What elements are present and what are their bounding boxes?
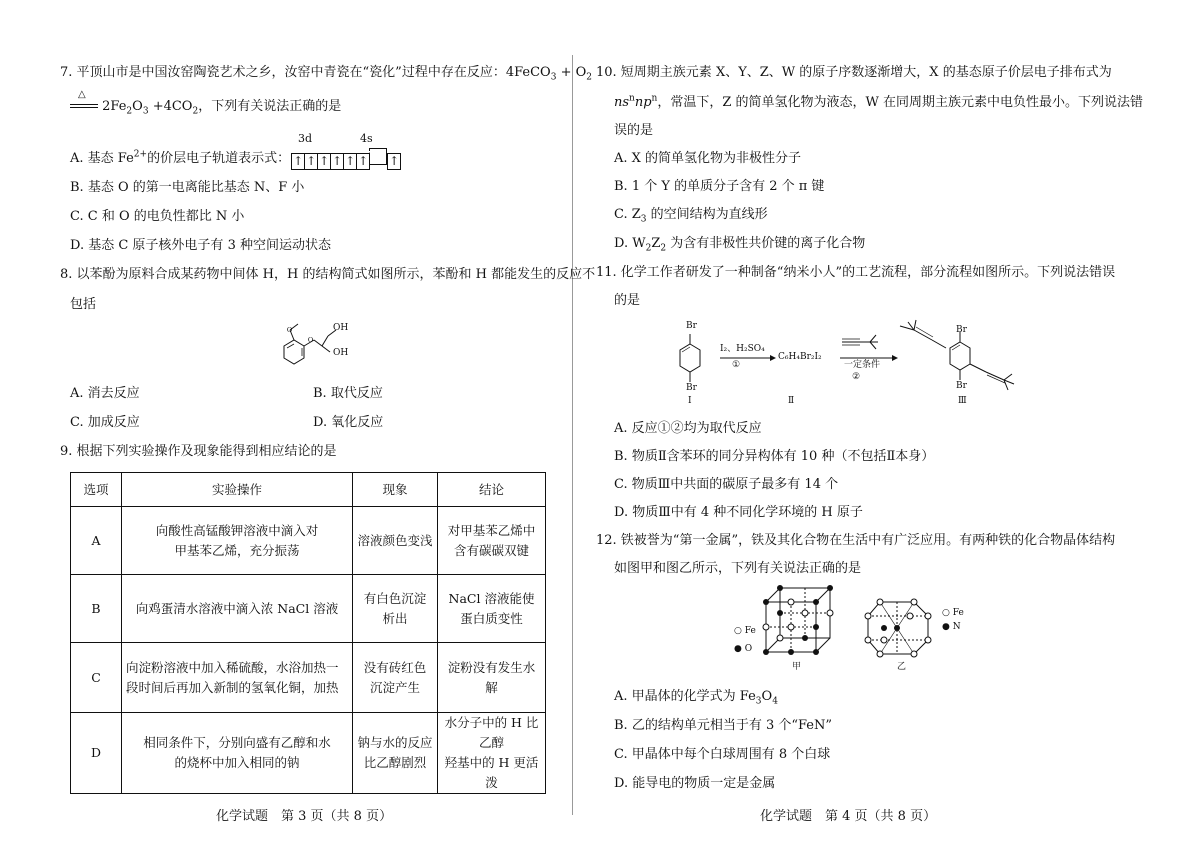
q12-option-a: A. 甲晶体的化学式为 $Fe_3O_4$ xyxy=(614,689,778,707)
q8-option-a: A. 消去反应 xyxy=(70,386,140,401)
orbital-box: ↑ xyxy=(358,154,369,168)
q9-line1: 9. 根据下列实验操作及现象能得到相应结论的是 xyxy=(60,444,337,459)
br-label-iii-bottom: Br xyxy=(956,381,967,391)
q10-line2: $ns^nnp^n$，常温下，Z 的简单氢化物为液态，W 在同周期主族元素中电负性最小。下列说法错 xyxy=(614,93,1144,110)
q12-option-d: D. 能导电的物质一定是金属 xyxy=(614,776,776,791)
q11-line2: 的是 xyxy=(614,293,641,308)
q7-option-b: B. 基态 O 的第一电离能比基态 N、F 小 xyxy=(70,180,305,195)
q10-option-d: D. $W_2Z_2$ 为含有非极性共价键的离子化合物 xyxy=(614,236,866,254)
q12-line2: 如图甲和图乙所示，下列有关说法正确的是 xyxy=(614,561,862,576)
q12-option-c: C. 甲晶体中每个白球周围有 8 个白球 xyxy=(614,747,831,762)
q8-line2: 包括 xyxy=(70,297,97,312)
orbital-diagram xyxy=(292,151,401,166)
legend-fe-jia: ○ Fe xyxy=(734,626,756,636)
q7-line2: △ $2Fe_2O_3 +4CO_2$，下列有关说法正确的是 xyxy=(70,96,341,116)
q7-line1: 7. 平顶山市是中国汝窑陶瓷艺术之乡，汝窑中青瓷在“瓷化”过程中存在反应：4FeCO$_3$ + $O_2$ xyxy=(60,65,593,83)
br-label-i-top: Br xyxy=(686,321,697,331)
column-divider xyxy=(572,55,573,815)
header-operation: 实验操作 xyxy=(122,473,353,507)
q8-option-d: D. 氧化反应 xyxy=(313,415,384,430)
legend-o-jia: ● O xyxy=(734,644,753,654)
orbital-box-empty xyxy=(369,148,387,165)
q12-line1: 12. 铁被誉为“第一金属”，铁及其化合物在生活中有广泛应用。有两种铁的化合物晶体结构 xyxy=(596,533,1116,548)
orbital-box: ↑ xyxy=(345,154,356,168)
table-row: B 向鸡蛋清水溶液中滴入浓 NaCl 溶液 有白色沉淀 析出 NaCl 溶液能使 蛋白质变性 xyxy=(71,575,546,643)
h-structure-diagram xyxy=(262,320,372,372)
table-row: C 向淀粉溶液中加入稀硫酸，水浴加热一 段时间后再加入新制的氢氧化铜，加热 没有砖红色 沉淀产生 淀粉没有发生水解 xyxy=(71,643,546,713)
orbital-box: ↑ xyxy=(319,154,330,168)
br-label-i-bottom: Br xyxy=(686,383,697,393)
q12-option-b: B. 乙的结构单元相当于有 3 个“FeN” xyxy=(614,718,833,733)
q11-option-d: D. 物质Ⅲ中有 4 种不同化学环境的 H 原子 xyxy=(614,505,863,520)
legend-fe-yi: ○ Fe xyxy=(942,608,964,618)
crystal-jia-diagram xyxy=(758,584,838,660)
q10-option-a: A. X 的简单氢化物为非极性分子 xyxy=(614,151,802,166)
orbital-box-4s: ↑ xyxy=(389,154,400,168)
q7-option-c: C. C 和 O 的电负性都比 N 小 xyxy=(70,209,245,224)
label-yi: 乙 xyxy=(897,662,907,672)
header-conclusion: 结论 xyxy=(438,473,546,507)
q8-option-c: C. 加成反应 xyxy=(70,415,140,430)
compound-label-1: Ⅰ xyxy=(688,396,692,406)
compound-ii-formula: C₆H₄Br₂I₂ xyxy=(778,352,822,362)
header-option: 选项 xyxy=(71,473,122,507)
step-2-label: ② xyxy=(852,372,861,382)
q8-line1: 8. 以苯酚为原料合成某药物中间体 H，H 的结构简式如图所示，苯酚和 H 都能发生的反应不 xyxy=(60,267,596,282)
table-row: D 相同条件下，分别向盛有乙醇和水 的烧杯中加入相同的钠 钠与水的反应 比乙醇剧烈 水分子中的 H 比乙醇 羟基中的 H 更活泼 xyxy=(71,713,546,794)
delta-symbol: △ xyxy=(78,89,86,100)
q8-option-b: B. 取代反应 xyxy=(313,386,383,401)
q10-option-c: C. $Z_3$ 的空间结构为直线形 xyxy=(614,207,768,225)
orbital-box: ↑ xyxy=(306,154,317,168)
orbital-label-3d: 3d xyxy=(298,132,313,145)
svg-text:O: O xyxy=(287,326,293,334)
q10-option-b: B. 1 个 Y 的单质分子含有 2 个 π 键 xyxy=(614,179,825,194)
q11-line1: 11. 化学工作者研发了一种制备“纳米小人”的工艺流程，部分流程如图所示。下列说法错误 xyxy=(596,265,1116,280)
q10-line1: 10. 短周期主族元素 X、Y、Z、W 的原子序数逐渐增大，X 的基态原子价层电子排布式为 xyxy=(596,65,1112,80)
q10-line3: 误的是 xyxy=(614,123,654,138)
q11-option-b: B. 物质Ⅱ含苯环的同分异构体有 10 种（不包括Ⅱ本身） xyxy=(614,449,935,464)
orbital-box: ↑ xyxy=(332,154,343,168)
label-jia: 甲 xyxy=(792,662,802,672)
header-phenomenon: 现象 xyxy=(353,473,438,507)
compound-label-3: Ⅲ xyxy=(958,396,967,406)
legend-n-yi: ● N xyxy=(942,622,961,632)
reagent-2: 一定条件 xyxy=(844,360,881,370)
q7-option-d: D. 基态 C 原子核外电子有 3 种空间运动状态 xyxy=(70,238,331,253)
oh-label-2: OH xyxy=(333,348,349,358)
oh-label-1: OH xyxy=(333,323,349,333)
table-row: A 向酸性高锰酸钾溶液中滴入对 甲基苯乙烯，充分振荡 溶液颜色变浅 对甲基苯乙烯中 含有碳碳双键 xyxy=(71,507,546,575)
step-1-label: ① xyxy=(732,360,741,370)
orbital-label-4s: 4s xyxy=(360,132,373,145)
reagent-1: I₂、H₂SO₄ xyxy=(720,344,765,354)
compound-label-2: Ⅱ xyxy=(788,396,795,406)
table-header-row xyxy=(71,473,546,507)
heat-arrow xyxy=(70,89,98,110)
experiment-table xyxy=(70,472,546,794)
q11-option-c: C. 物质Ⅲ中共面的碳原子最多有 14 个 xyxy=(614,477,839,492)
page-footer-right: 化学试题 第 4 页（共 8 页） xyxy=(760,809,937,824)
br-label-iii-top: Br xyxy=(956,325,967,335)
orbital-box: ↑ xyxy=(293,154,304,168)
page-footer-left: 化学试题 第 3 页（共 8 页） xyxy=(216,809,393,824)
svg-text:O: O xyxy=(308,336,314,344)
q7-option-a: A. 基态 $Fe^{2+}$的价层电子轨道表示式： ↑ ↑ ↑ ↑ ↑ ↑ ↑ xyxy=(70,149,400,168)
crystal-yi-diagram xyxy=(864,596,938,658)
q11-option-a: A. 反应①②均为取代反应 xyxy=(614,421,762,436)
